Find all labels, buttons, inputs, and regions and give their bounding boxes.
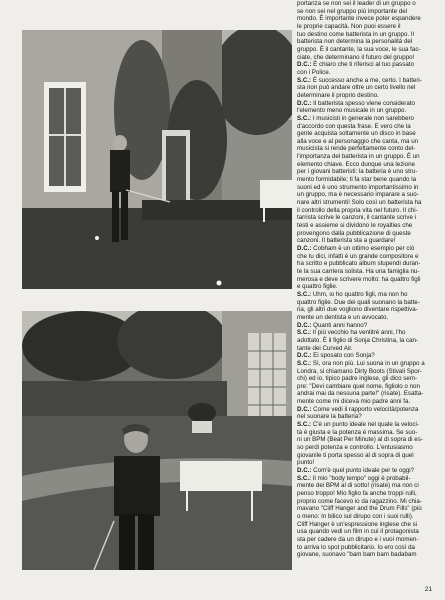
line-text: il controllo della propria vita nel futuro. Il chi- (297, 206, 418, 214)
line-text: Com'è quel punto ideale per te oggi? (311, 467, 415, 475)
text-line (297, 528, 433, 536)
text-line (297, 237, 433, 245)
text-line (297, 268, 433, 276)
speaker-label: D.C.: (297, 352, 312, 360)
line-text: Il batterista spesso viene considerato (311, 99, 415, 107)
text-line (297, 54, 433, 62)
text-line (297, 383, 433, 391)
text-line (297, 69, 433, 77)
line-text: andrai mai da nessuna parte!" (risate). Esatta- (297, 390, 424, 398)
text-line (297, 15, 433, 23)
line-text: Cliff Hanger è un'espressione inglese che si (297, 520, 418, 528)
photo-man-golf-garden (22, 30, 292, 289)
line-text: le proprie capacità. Non puoi essere il (297, 22, 401, 30)
line-text: testi e assieme si dividono le royalties che (297, 222, 413, 230)
text-line (297, 459, 433, 467)
line-text: pre: "Devi cambiare quel nome, figliolo o non (297, 382, 420, 390)
speaker-label: D.C.: (297, 61, 312, 69)
line-text: d'accordo con questa frase. E vero che la (297, 122, 411, 130)
line-text: Il mio "body tempo" oggi è probabil- (311, 474, 411, 482)
line-text: Come vedi il rapporto velocità/potenza (311, 405, 419, 413)
line-text: chi) ed io, tipico padre inglese, gli dico sem- (297, 375, 418, 383)
line-text: Cobham è un ottimo esempio per ciò (311, 245, 415, 252)
page-number: 21 (424, 586, 432, 593)
text-line (297, 46, 433, 54)
line-text: gruppo. È il cantante, la sua voce, le sua fac- (297, 45, 421, 53)
speaker-label: D.C.: (297, 467, 312, 475)
text-line (297, 130, 433, 138)
line-text: per i giovani batteristi: la batteria è uno stru- (297, 168, 418, 176)
line-text: portanza se non sei il leader di un gruppo o (297, 0, 416, 7)
text-line (297, 398, 433, 406)
line-text: È chiaro che ti riferisci al tuo passato (311, 61, 414, 69)
text-line (297, 260, 433, 268)
line-text: giovanile ti porta spesso al di sopra di quel (297, 451, 414, 459)
line-text: quattro figlie. Due dei quali suonano la batte- (297, 298, 420, 306)
text-line (297, 230, 433, 238)
line-text: Londra, si chiamano Dirty Boots (Stivali Spor- (297, 367, 422, 375)
text-line (297, 283, 433, 291)
speaker-label: S.C.: (297, 76, 312, 84)
speaker-label: S.C.: (297, 114, 312, 122)
line-text: ria, gli altri due vogliono diventare rispettiva- (297, 306, 418, 314)
article-text-column (297, 0, 433, 559)
text-line (297, 421, 433, 429)
text-line (297, 276, 433, 284)
text-line (297, 199, 433, 207)
speaker-label: D.C.: (297, 245, 312, 252)
line-text: adottato. È il figlio di Sonja Christina, la can- (297, 336, 419, 344)
line-text: Il più vecchio ha ventitré anni, l'ho (311, 329, 406, 337)
line-text: determinare il proprio destino. (297, 91, 379, 99)
line-text: nare altri strumenti! Solo così un batterista ha (297, 199, 422, 207)
text-line (297, 490, 433, 498)
line-text: nel suonare la batteria? (297, 413, 362, 421)
text-line (297, 245, 433, 253)
text-line (297, 436, 433, 444)
text-line (297, 222, 433, 230)
line-text: se non sei nel gruppo più importante del (297, 7, 408, 15)
line-text: e quattro figlie. (297, 283, 338, 291)
line-text: proprio come facevo io da ragazzino. Mi chia- (297, 497, 422, 505)
line-text: tante dei Curved Air. (297, 344, 353, 352)
text-line (297, 92, 433, 100)
line-text: È successo anche a me, certo. I batteri- (311, 76, 422, 84)
text-line (297, 77, 433, 85)
text-line (297, 314, 433, 322)
text-line (297, 306, 433, 314)
line-text: Uhm, io ho quattro figli, ma non ho (311, 290, 408, 298)
line-text: penso troppo! Mio figlio fa anche troppi rulli, (297, 490, 417, 497)
line-text: so perdi potenza e controllo. L'entusiasmo (297, 444, 413, 452)
text-line (297, 8, 433, 16)
text-line (297, 299, 433, 307)
text-line (297, 115, 433, 123)
line-text: tuo destino come batterista in un gruppo. Il (297, 30, 414, 38)
line-text: tà è giusta e la potenza è massima. Se suo- (297, 428, 418, 436)
text-line (297, 413, 433, 421)
text-line (297, 452, 433, 460)
photo-image (22, 311, 292, 570)
line-text: suoni ed è uno strumento importantissimo in (297, 183, 419, 191)
speaker-label: D.C.: (297, 99, 312, 107)
line-text: alla voce e al personaggio che canta, ma un (297, 137, 419, 145)
text-line (297, 544, 433, 552)
line-text: o meno: In bilico sul dirupo con i suoi rulli). (297, 512, 414, 520)
text-line (297, 406, 433, 414)
line-text: punto! (297, 459, 315, 467)
text-line (297, 84, 433, 92)
text-line (297, 107, 433, 115)
text-line (297, 191, 433, 199)
text-line (297, 482, 433, 490)
text-line (297, 513, 433, 521)
text-line (297, 31, 433, 39)
line-text: con i Police. (297, 68, 331, 76)
line-text: mento formidabile; ti fa star bene quando la (297, 176, 417, 184)
text-line (297, 337, 433, 345)
line-text: che tu dici, infatti è un grande compositore e (297, 252, 419, 260)
speaker-label: S.C.: (297, 359, 312, 367)
text-line (297, 0, 433, 8)
line-text: merosa e deve scrivere molto: ha quattro figli (297, 275, 421, 283)
line-text: l'elemento meno musicale in un gruppo. (297, 107, 407, 115)
line-text: Sì, ora non più. Lui suona in un gruppo a (311, 359, 425, 367)
text-line (297, 161, 433, 169)
speaker-label: S.C.: (297, 474, 312, 482)
line-text: elemento chiave. Ecco dunque una lezione (297, 160, 415, 168)
line-text: tarrista scrive le canzoni, il cantante scrive i (297, 214, 416, 222)
line-text: sta per cadere da un dirupo e i vuoi momen- (297, 535, 419, 543)
speaker-label: D.C.: (297, 405, 312, 413)
text-line (297, 345, 433, 353)
text-line (297, 322, 433, 330)
speaker-label: S.C.: (297, 290, 312, 298)
text-line (297, 536, 433, 544)
text-line (297, 505, 433, 513)
line-text: C'è un punto ideale nel quale la veloci- (311, 421, 419, 429)
text-line (297, 153, 433, 161)
text-line (297, 375, 433, 383)
text-line (297, 498, 433, 506)
line-text: canzoni. Il batterista sta a guardare! (297, 237, 396, 245)
text-line (297, 38, 433, 46)
line-text: mente come mi diceva mio padre anni fa. (297, 398, 411, 406)
text-line (297, 390, 433, 398)
text-line (297, 551, 433, 559)
line-text: te la sua carriera solista. Ha una famiglia nu- (297, 267, 420, 275)
text-line (297, 368, 433, 376)
speaker-label: S.C.: (297, 421, 312, 429)
line-text: gente acquista soltamente un disco in base (297, 130, 416, 138)
line-text: l'importanza del batterista in un gruppo. È un (297, 153, 420, 161)
text-line (297, 123, 433, 131)
text-line (297, 360, 433, 368)
text-line (297, 253, 433, 261)
line-text: mavano "Cliff Hanger and the Drum Fills" (più (297, 505, 422, 513)
text-line (297, 444, 433, 452)
text-line (297, 214, 433, 222)
line-text: un gruppo, ma è necessario imparare a suo- (297, 191, 419, 199)
text-line (297, 61, 433, 69)
line-text: mondo. È importante invece poter espandere (297, 15, 421, 23)
text-line (297, 475, 433, 483)
text-line (297, 176, 433, 184)
text-line (297, 291, 433, 299)
text-line (297, 467, 433, 475)
speaker-label: S.C.: (297, 329, 312, 337)
photo-man-lawn-bench (22, 311, 292, 570)
line-text: Quanti anni hanno? (311, 321, 368, 329)
line-text: musicista si rende perfettamente conto del- (297, 145, 416, 153)
text-line (297, 521, 433, 529)
line-text: ni un BPM (Beat Per Minute) al di sopra di es- (297, 436, 423, 444)
line-text: usa quando vedi un film in cui il protagonista (297, 528, 419, 536)
text-line (297, 145, 433, 153)
text-line (297, 23, 433, 31)
line-text: giovane, suonavo "bam bam bam badabam (297, 551, 417, 559)
line-text: batterista non determina la personalità del (297, 38, 413, 46)
line-text: ha scritto e pubblicato album stupendi duran- (297, 260, 421, 268)
text-line (297, 429, 433, 437)
photo-image (22, 30, 292, 289)
line-text: to arriva lo spot pubblicitario. Io ero così da (297, 543, 415, 551)
line-text: I musicisti in generale non sarebbero (311, 114, 414, 122)
text-line (297, 329, 433, 337)
text-line (297, 207, 433, 215)
line-text: mente dei BPM al di sotto! (risate) ma non ci (297, 482, 419, 490)
line-text: Ei sposato con Sonja? (311, 352, 375, 360)
line-text: ciate, che determinano il futuro del gruppo! (297, 53, 415, 61)
line-text: sta non può andare oltre un certo livello nel (297, 84, 416, 92)
text-line (297, 138, 433, 146)
text-line (297, 184, 433, 192)
speaker-label: D.C.: (297, 321, 312, 329)
line-text: mente un dentista e un avvocato. (297, 313, 389, 321)
line-text: provengono dalla pubblicazione di queste (297, 229, 411, 237)
text-line (297, 168, 433, 176)
text-line (297, 352, 433, 360)
text-line (297, 100, 433, 108)
